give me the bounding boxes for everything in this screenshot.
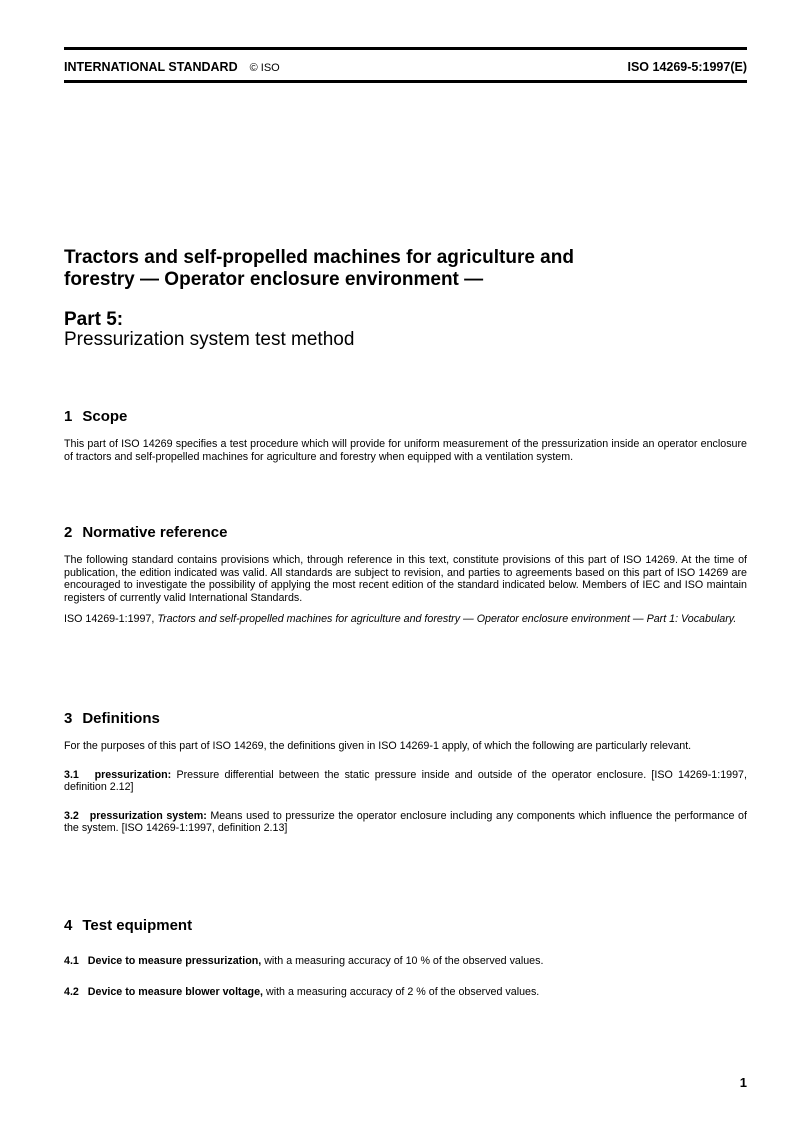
paragraph: For the purposes of this part of ISO 14269, the definitions given in ISO 14269-1 apply, of which the following are particularly relevant. xyxy=(64,740,692,752)
section-heading xyxy=(64,408,747,426)
section-title: Scope xyxy=(82,408,128,425)
page-header xyxy=(64,57,747,77)
item-number: 4.2 xyxy=(64,985,79,998)
header-top-rule xyxy=(64,47,747,50)
header-bottom-rule xyxy=(64,80,747,83)
section-title: Normative reference xyxy=(82,524,228,541)
title-line-1: Tractors and self-propelled machines for agriculture and xyxy=(64,247,574,268)
section-heading xyxy=(64,524,747,542)
section-title: Test equipment xyxy=(82,917,193,934)
section-test-equipment xyxy=(64,917,747,998)
part-label: Part 5: xyxy=(64,309,124,330)
section-heading xyxy=(64,710,747,728)
section-title: Definitions xyxy=(82,710,160,727)
equipment-4-2 xyxy=(64,986,747,999)
section-scope xyxy=(64,408,747,463)
section-number: 3 xyxy=(64,710,73,727)
equipment-4-1 xyxy=(64,955,747,968)
definition-number: 3.1 xyxy=(64,768,79,781)
section-number: 4 xyxy=(64,917,73,934)
item-term: Device to measure pressurization, xyxy=(87,955,262,967)
section-normative-reference xyxy=(64,524,747,626)
section-definitions xyxy=(64,710,747,835)
document-title xyxy=(64,247,747,291)
copyright-notice: © ISO xyxy=(249,62,280,74)
header-left xyxy=(64,60,280,74)
section-heading xyxy=(64,917,747,935)
reference-title: Tractors and self-propelled machines for agriculture and forestry — Operator enclosure environment — Part 1: Vocabulary. xyxy=(157,613,737,626)
reference-id: ISO 14269-1:1997, xyxy=(64,613,155,626)
paragraph: This part of ISO 14269 specifies a test procedure which will provide for uniform measurement of the pressurization inside an operator enclosure of tractors and self-propelled machines for agriculture and forestry when equipped with a ventilation system. xyxy=(64,438,747,463)
section-number: 1 xyxy=(64,408,73,425)
section-number: 2 xyxy=(64,524,73,541)
document-subtitle: Pressurization system test method xyxy=(64,329,355,350)
definition-3-2 xyxy=(64,810,747,835)
paragraph: The following standard contains provisions which, through reference in this text, constitute provisions of this part of ISO 14269. At the time of publication, the edition indicated was valid. All standards are subject to revision, and parties to agreements based on this part of ISO 14269 are encouraged to investigate the possibility of applying the most recent edition of the standard indicated below. Members of IEC and ISO maintain registers of currently valid International Standards. xyxy=(64,554,747,604)
standard-label: INTERNATIONAL STANDARD xyxy=(64,60,238,74)
item-number: 4.1 xyxy=(64,955,79,967)
document-id: ISO 14269-5:1997(E) xyxy=(627,60,747,74)
definition-number: 3.2 xyxy=(64,809,79,822)
page-number: 1 xyxy=(739,1075,747,1090)
item-term: Device to measure blower voltage, xyxy=(87,985,264,998)
definition-text: Pressure differential between the static pressure inside and outside of the operator enclosure. [ISO 14269-1:1997, definition 2.12] xyxy=(64,768,747,794)
title-line-2: forestry — Operator enclosure environment — xyxy=(64,269,484,290)
item-text: with a measuring accuracy of 10 % of the observed values. xyxy=(264,955,544,967)
definition-term: pressurization: xyxy=(94,768,172,781)
definition-text: Means used to pressurize the operator enclosure including any components which influence the performance of the system. [ISO 14269-1:1997, definition 2.13] xyxy=(64,809,747,835)
reference-entry xyxy=(64,613,747,626)
definition-term: pressurization system: xyxy=(89,809,207,822)
item-text: with a measuring accuracy of 2 % of the observed values. xyxy=(266,985,540,998)
definition-3-1 xyxy=(64,769,747,794)
